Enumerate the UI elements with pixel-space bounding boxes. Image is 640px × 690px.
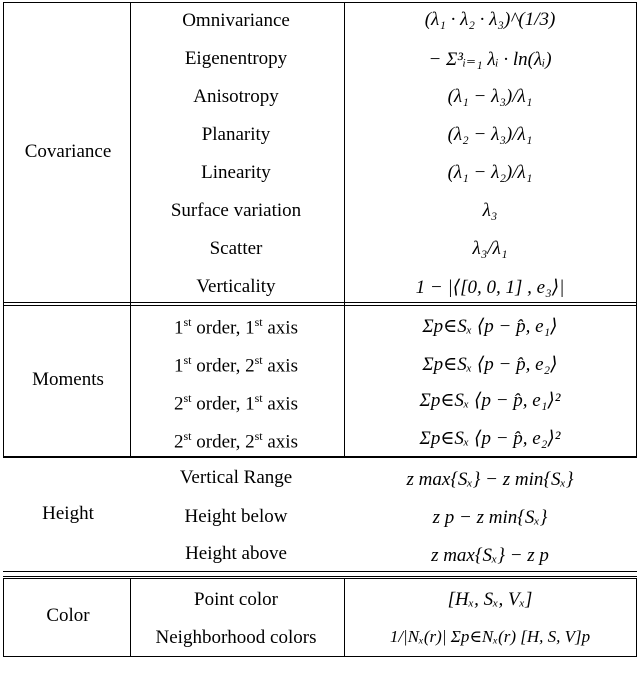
feature-name: Point color: [194, 589, 278, 610]
row-divider-covariance-moments: [4, 305, 636, 306]
feature-formula: (λ₂ − λ₃)/λ₁: [447, 124, 533, 145]
feature-formula: λ₃/λ₁: [472, 238, 508, 259]
group-label-covariance: Covariance: [24, 141, 112, 162]
row-divider-moments-top: [3, 302, 637, 303]
feature-formula: (λ₁ − λ₂)/λ₁: [447, 162, 533, 183]
feature-name: Anisotropy: [193, 86, 279, 107]
feature-name: Linearity: [201, 162, 271, 183]
feature-name: Surface variation: [170, 200, 302, 221]
row-divider-height-bottom: [3, 571, 637, 572]
group-label-color: Color: [46, 605, 90, 626]
feature-name: Height below: [184, 506, 288, 527]
row-divider-moments-height: [3, 456, 637, 457]
feature-formula: [Hₓ, Sₓ, Vₓ]: [447, 589, 533, 610]
feature-formula: Σp∈Sₓ ⟨p − p̂, e₂⟩²: [419, 428, 561, 449]
feature-name: Neighborhood colors: [155, 627, 317, 648]
feature-formula: (λ₁ · λ₂ · λ₃)^(1/3): [424, 9, 556, 30]
feature-formula: λ₃: [482, 200, 498, 221]
feature-name: Vertical Range: [179, 467, 293, 488]
feature-name: 1st order, 2st axis: [174, 353, 298, 377]
feature-name: 2st order, 1st axis: [174, 391, 298, 415]
feature-name: Planarity: [201, 124, 271, 145]
feature-formula: 1/|Nₓ(r)| Σp∈Nₓ(r) [H, S, V]p: [389, 627, 591, 646]
row-divider-height-color: [3, 576, 637, 577]
feature-formula: − Σ³ᵢ₌₁ λᵢ · ln(λᵢ): [428, 49, 552, 70]
group-label-moments: Moments: [32, 369, 104, 390]
feature-formula: 1 − |⟨[0, 0, 1] , e₃⟩|: [415, 277, 565, 298]
feature-formula: Σp∈Sₓ ⟨p − p̂, e₁⟩: [422, 316, 558, 337]
feature-formula: Σp∈Sₓ ⟨p − p̂, e₁⟩²: [419, 390, 561, 411]
feature-formula: z max{Sₓ} − z min{Sₓ}: [406, 469, 574, 490]
feature-formula: (λ₁ − λ₃)/λ₁: [447, 86, 533, 107]
feature-name: Scatter: [209, 238, 263, 259]
feature-name: Eigenentropy: [184, 48, 288, 69]
feature-name: Verticality: [196, 276, 276, 297]
feature-name: Omnivariance: [182, 10, 290, 31]
feature-formula: z max{Sₓ} − z p: [431, 545, 549, 566]
feature-formula: Σp∈Sₓ ⟨p − p̂, e₂⟩: [422, 354, 558, 375]
feature-name: 1st order, 1st axis: [174, 315, 298, 339]
feature-name: Height above: [185, 543, 287, 564]
group-label-height: Height: [42, 503, 94, 524]
feature-name: 2st order, 2st axis: [174, 429, 298, 453]
feature-formula: z p − z min{Sₓ}: [432, 507, 548, 528]
